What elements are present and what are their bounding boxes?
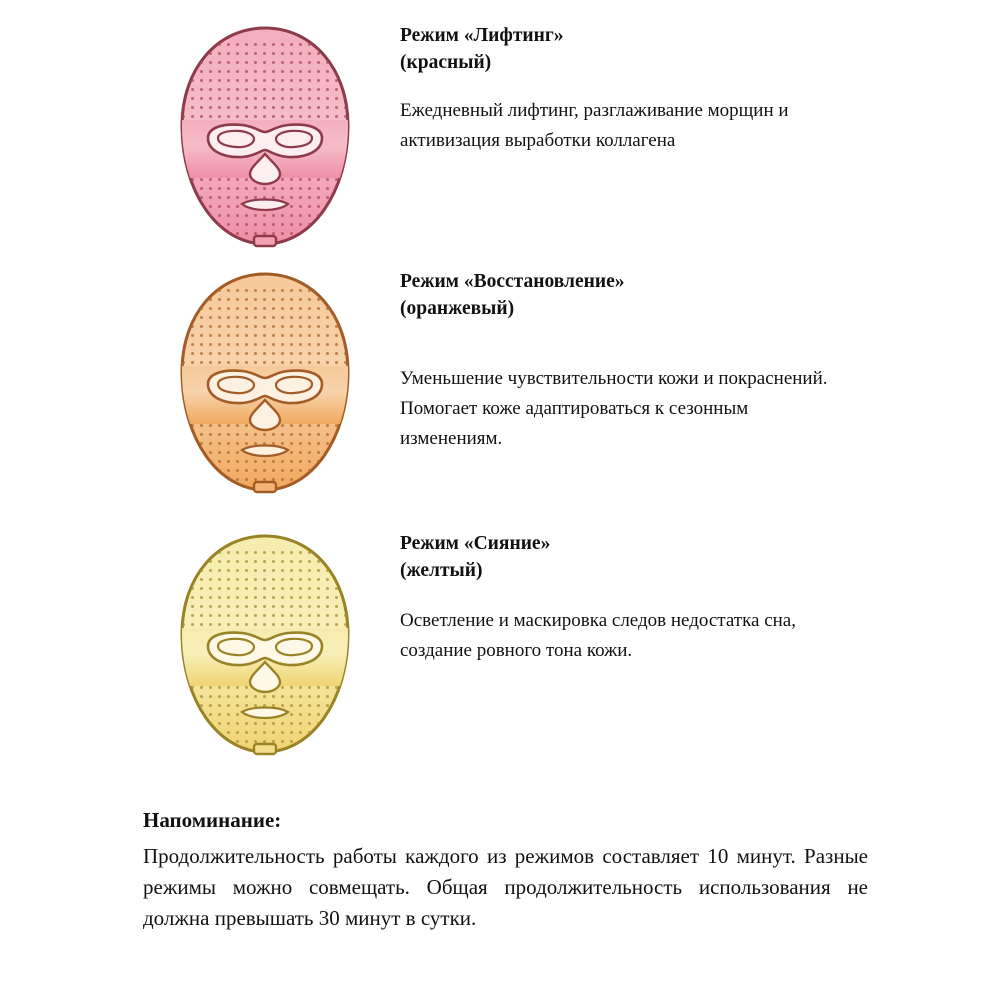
reminder-block xyxy=(143,805,868,934)
mode-block-glow xyxy=(140,530,830,760)
mode-block-lifting xyxy=(140,22,830,252)
mode-description-lifting: Ежедневный лифтинг, разглаживание морщин и активизация выработки коллагена xyxy=(400,100,789,151)
mode-description-recovery: Уменьшение чувствительности кожи и покраснений. Помогает коже адаптироваться к сезонным изменениям. xyxy=(400,368,828,449)
mode-block-recovery xyxy=(140,268,830,498)
reminder-body: Продолжительность работы каждого из режимов составляет 10 минут. Разные режимы можно совмещать. Общая продолжительность использования не должна превышать 30 минут в сутки. xyxy=(143,844,868,930)
mode-text-lifting xyxy=(400,22,830,156)
led-mask-red-icon xyxy=(140,22,390,252)
reminder-title: Напоминание: xyxy=(143,808,282,832)
led-mask-orange-icon xyxy=(140,268,390,498)
mode-title-text: Режим «Лифтинг» xyxy=(400,25,564,46)
mode-subtitle-text: (желтый) xyxy=(400,560,483,581)
mode-title-lifting xyxy=(400,22,830,76)
mode-text-glow xyxy=(400,530,830,666)
mode-title-text: Режим «Сияние» xyxy=(400,533,551,554)
mode-title-recovery xyxy=(400,268,830,322)
mode-title-glow xyxy=(400,530,830,584)
mode-text-recovery xyxy=(400,268,830,454)
mode-description-glow: Осветление и маскировка следов недостатка сна, создание ровного тона кожи. xyxy=(400,610,796,661)
mode-subtitle-text: (красный) xyxy=(400,52,492,73)
mode-subtitle-text: (оранжевый) xyxy=(400,298,515,319)
mode-title-text: Режим «Восстановление» xyxy=(400,271,625,292)
led-mask-yellow-icon xyxy=(140,530,390,760)
